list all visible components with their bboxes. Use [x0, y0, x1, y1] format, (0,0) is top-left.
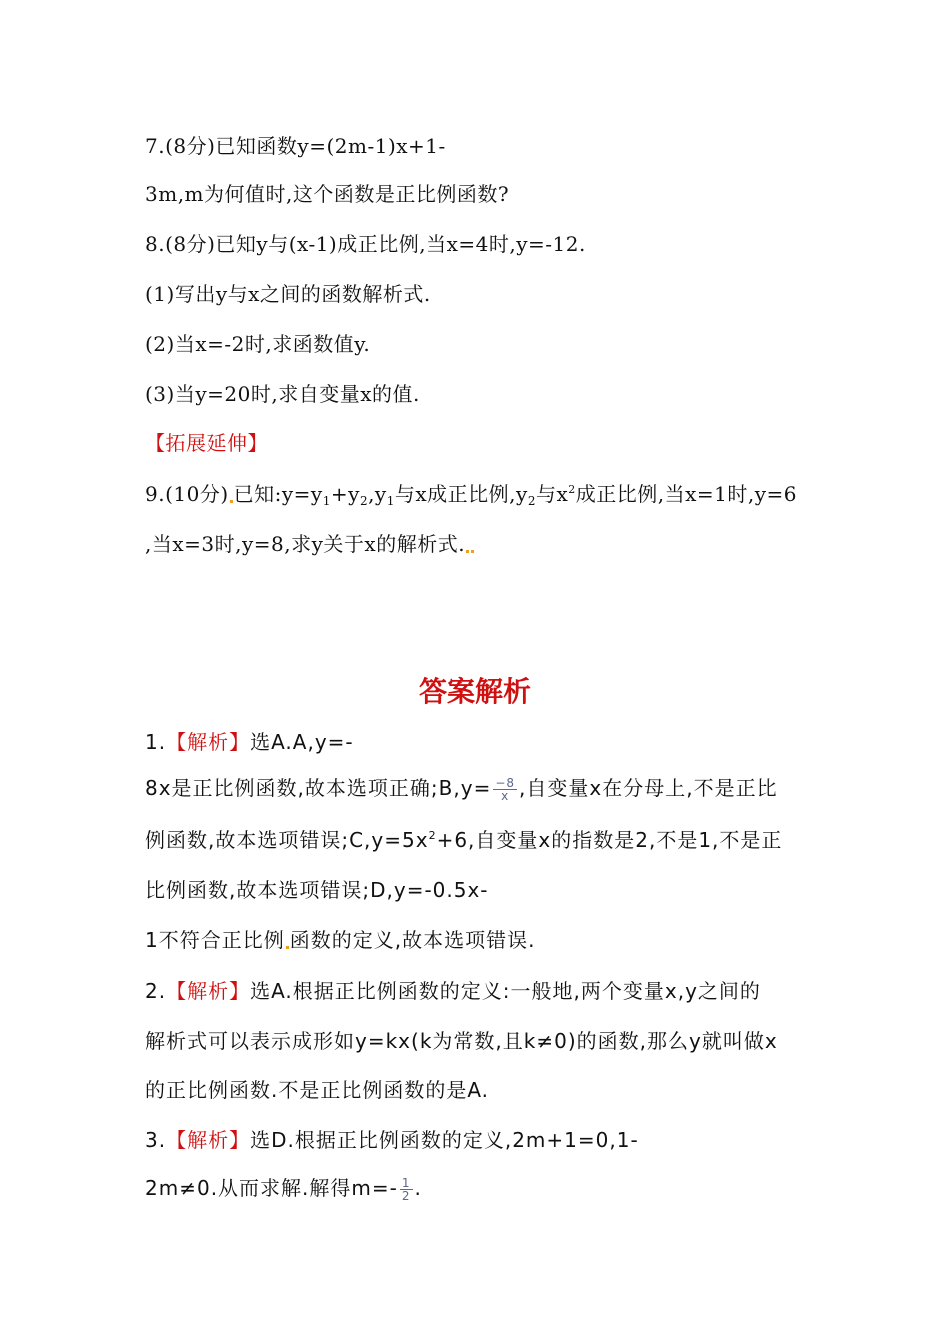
q9-comma: ,y	[368, 482, 387, 506]
answer-1-line-1	[145, 726, 354, 755]
q8-part-3: (3)当y=20时,求自变量x的值.	[145, 382, 420, 406]
answer-1-text: 例函数,故本选项错误;C,y=5x	[145, 828, 429, 852]
answer-1-text: 函数的定义,故本选项错误.	[289, 928, 536, 952]
marker-dot	[286, 946, 289, 949]
answer-1-text: 1不符合正比例	[145, 928, 285, 952]
q9-line-1	[145, 478, 797, 508]
exponent: 2	[428, 829, 437, 842]
q9-plus: +y	[330, 482, 360, 506]
fraction-denominator: 2	[401, 1189, 411, 1203]
answer-1-number: 1.	[145, 730, 167, 754]
section-extend-title: 【拓展延伸】	[145, 431, 268, 455]
q9-mid: 与x成正比例,y	[394, 482, 528, 506]
analysis-tag: 【解析】	[166, 979, 251, 1003]
answer-2-line-3: 的正比例函数.不是正比例函数的是A.	[145, 1078, 490, 1102]
q8-part-2: (2)当x=-2时,求函数值y.	[145, 332, 371, 356]
q8-line: 8.(8分)已知y与(x-1)成正比例,当x=4时,y=-12.	[145, 232, 586, 256]
fraction-one-half	[400, 1177, 413, 1202]
q7-line-2: 3m,m为何值时,这个函数是正比例函数?	[145, 182, 510, 206]
answer-3-line-2	[145, 1172, 422, 1202]
answer-1-line-2	[145, 772, 778, 802]
answer-2-line-1	[145, 975, 761, 1004]
analysis-tag: 【解析】	[166, 1128, 251, 1152]
q9-line-2-text: ,当x=3时,y=8,求y关于x的解析式.	[145, 532, 466, 556]
negative-sign: -	[389, 1176, 398, 1200]
marker-dot	[230, 500, 233, 503]
q9-given: 已知:y=y	[233, 482, 323, 506]
answer-1-text: 8x是正比例函数,故本选项正确;B,y=	[145, 776, 492, 800]
q9-prefix: 9.(10分)	[145, 482, 229, 506]
answer-3-number: 3.	[145, 1128, 167, 1152]
marker-dot	[466, 550, 469, 553]
fraction-denominator: x	[501, 789, 510, 803]
q9-sup: 2	[568, 483, 576, 496]
answer-3-text: 选D.根据正比例函数的定义,2m+1=0,1-	[250, 1128, 639, 1152]
answer-1-text: +6,自变量x的指数是2,不是1,不是正	[436, 828, 783, 852]
answer-2-number: 2.	[145, 979, 167, 1003]
q9-mid2: 与x	[535, 482, 569, 506]
fraction-numerator: 1	[401, 1176, 411, 1190]
answer-1-line-3	[145, 824, 782, 853]
answer-1-line-5	[145, 924, 535, 953]
q9-sub: 2	[359, 494, 369, 508]
q7-line-1: 7.(8分)已知函数y=(2m-1)x+1-	[145, 134, 446, 158]
q9-end: 成正比例,当x=1时,y=6	[575, 482, 797, 506]
marker-dot	[471, 550, 474, 553]
q9-sub: 1	[322, 494, 331, 508]
q9-sub: 1	[386, 494, 395, 508]
fraction-numerator: −8	[495, 776, 516, 790]
q9-line-2	[145, 528, 475, 557]
answer-1-line-4: 比例函数,故本选项错误;D,y=-0.5x-	[145, 878, 489, 902]
q9-sub: 2	[527, 494, 536, 508]
answer-3-end: .	[414, 1176, 422, 1200]
answer-1-text: 选A.A,y=-	[250, 730, 354, 754]
analysis-tag: 【解析】	[166, 730, 251, 754]
answers-heading: 答案解析	[418, 675, 531, 708]
answer-3-line-1	[145, 1124, 639, 1153]
answer-2-text: 选A.根据正比例函数的定义:一般地,两个变量x,y之间的	[250, 979, 761, 1003]
answer-3-text: 2m≠0.从而求解.解得m=	[145, 1176, 390, 1200]
fraction-neg8-over-x	[493, 777, 517, 802]
answer-1-text: ,自变量x在分母上,不是正比	[519, 776, 778, 800]
q8-part-1: (1)写出y与x之间的函数解析式.	[145, 282, 431, 306]
answer-2-line-2: 解析式可以表示成形如y=kx(k为常数,且k≠0)的函数,那么y就叫做x	[145, 1029, 778, 1053]
